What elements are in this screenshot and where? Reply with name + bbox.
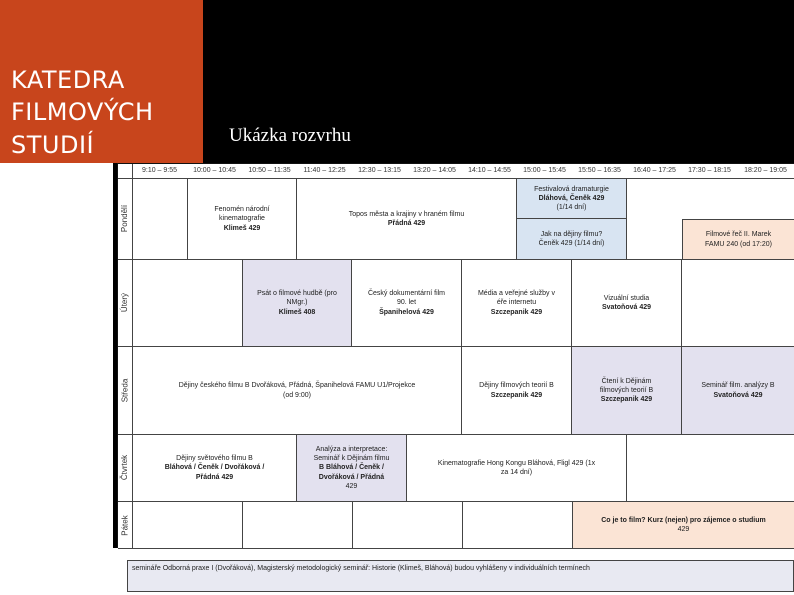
time-header: 15:00 – 15:45 [523, 167, 566, 174]
course-block[interactable]: Psát o filmové hudbě (pro NMgr.) Klimeš 408 [242, 260, 352, 346]
department-logo [0, 0, 203, 163]
course-block[interactable]: Fenomén národní kinematografie Klimeš 429 [187, 179, 297, 259]
day-label-thursday: Čtvrtek [120, 454, 130, 481]
time-header: 15:50 – 16:35 [578, 167, 621, 174]
course-block[interactable]: Český dokumentární film 90. let Španihelová 429 [352, 260, 462, 346]
course-block[interactable]: Topos města a krajiny v hraném filmu Přádná 429 [297, 179, 517, 259]
time-header: 13:20 – 14:05 [413, 167, 456, 174]
grid-line [242, 501, 243, 548]
course-block[interactable]: Média a veřejné služby v éře internetu Szczepanik 429 [462, 260, 572, 346]
time-header: 12:30 – 13:15 [358, 167, 401, 174]
time-header: 14:10 – 14:55 [468, 167, 511, 174]
slide-title: Ukázka rozvrhu [229, 125, 351, 146]
time-header: 10:00 – 10:45 [193, 167, 236, 174]
grid-line [352, 501, 353, 548]
course-block[interactable]: Co je to film? Kurz (nejen) pro zájemce o studium 429 [572, 502, 794, 548]
course-block[interactable]: Čtení k Dějinám filmových teorií B Szczepanik 429 [572, 347, 682, 434]
slide-header [203, 0, 794, 163]
day-label-friday: Pátek [120, 514, 130, 536]
day-label-monday: Pondělí [120, 204, 130, 233]
time-header: 17:30 – 18:15 [688, 167, 731, 174]
course-block[interactable]: Kinematografie Hong Kongu Bláhová, Fligl 429 (1x za 14 dní) [407, 435, 627, 501]
footer-note: semináře Odborná praxe I (Dvořáková), Magisterský metodologický seminář: Historie (Klimeš, Bláhová) budou vyhlášeny v individuálních termínech [127, 560, 794, 592]
course-block[interactable]: Dějiny filmových teorií B Szczepanik 429 [462, 347, 572, 434]
logo-line-1: KATEDRA [11, 66, 125, 94]
course-block[interactable]: Festivalová dramaturgie Dláhová, Čeněk 429 (1/14 dní) [517, 179, 627, 219]
time-header: 18:20 – 19:05 [744, 167, 787, 174]
course-block[interactable]: Seminář film. analýzy B Svatoňová 429 [682, 347, 794, 434]
course-block[interactable]: Dějiny světového filmu B Bláhová / Čeněk / Dvořáková / Přádná 429 [133, 435, 297, 501]
day-label-tuesday: Úterý [120, 292, 130, 313]
time-header: 16:40 – 17:25 [633, 167, 676, 174]
course-block[interactable]: Filmové řeč II. Marek FAMU 240 (od 17:20) [682, 219, 794, 259]
schedule-table [117, 163, 794, 548]
time-header: 10:50 – 11:35 [248, 167, 291, 174]
grid-line [462, 501, 463, 548]
course-block[interactable]: Analýza a interpretace: Seminář k Dějinám filmu B Bláhová / Čeněk / Dvořáková / Přádná 429 [297, 435, 407, 501]
logo-line-3: STUDIÍ [11, 131, 95, 159]
day-label-wednesday: Středa [120, 378, 130, 402]
time-header: 9:10 – 9:55 [141, 167, 178, 174]
course-block[interactable]: Jak na dějiny filmu? Čeněk 429 (1/14 dní) [517, 219, 627, 259]
logo-line-2: FILMOVÝCH [11, 98, 154, 126]
grid-line [118, 548, 794, 549]
time-header: 11:40 – 12:25 [303, 167, 346, 174]
course-block[interactable]: Vizuální studia Svatoňová 429 [572, 260, 682, 346]
course-block[interactable]: Dějiny českého filmu B Dvořáková, Přádná, Španihelová FAMU U1/Projekce (od 9:00) [133, 347, 462, 434]
